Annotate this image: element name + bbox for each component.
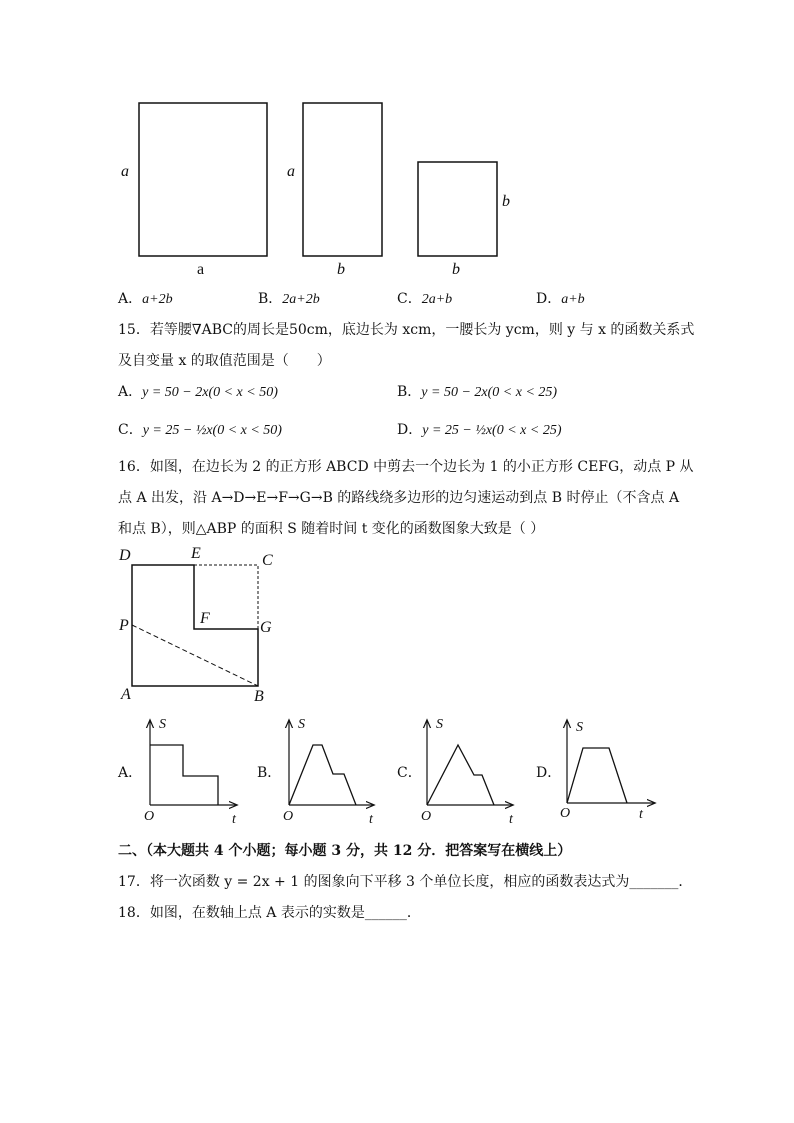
section2-heading: 二、（本大题共 4 个小题；每小题 3 分，共 12 分．把答案写在横线上） [118, 843, 572, 859]
graph-b [289, 721, 373, 805]
label-p: P [119, 617, 129, 634]
graph-c-curve [427, 745, 494, 805]
graph-c-key[interactable]: C． [397, 765, 422, 781]
q14-option-b[interactable]: B．2a+2b [258, 291, 320, 307]
graph-d-origin: O [560, 806, 571, 821]
label-e: E [191, 545, 201, 562]
q15-stem-line1: 15．若等腰∇ABC的周长是50cm，底边长为 xcm，一腰长为 ycm，则 y 与 x 的函数关系式 [118, 322, 695, 338]
graph-d-s-label: S [576, 720, 583, 735]
label-c: C [262, 552, 273, 569]
graph-d-key[interactable]: D． [536, 765, 562, 781]
q16-stem-line1: 16．如图，在边长为 2 的正方形 ABCD 中剪去一个边长为 1 的小正方形 CEFG，动点 P 从 [118, 459, 694, 475]
graph-a-curve [150, 745, 218, 805]
q15-option-b[interactable]: B．y = 50 − 2x(0 < x < 25) [397, 384, 558, 400]
graph-b-origin: O [283, 809, 294, 824]
rect3-bottom-label: b [452, 261, 460, 278]
graph-c [427, 721, 512, 805]
graph-a-s-label: S [159, 717, 166, 732]
graph-d-curve [567, 748, 627, 803]
label-d: D [119, 547, 131, 564]
q17-text: 17．将一次函数 y = 2x + 1 的图象向下平移 3 个单位长度，相应的函数表达式为_______． [118, 874, 693, 890]
rect1-side-label: a [121, 163, 129, 180]
q14-option-a[interactable]: A．a+2b [118, 291, 173, 307]
graph-a [150, 721, 236, 805]
q16-stem-line3: 和点 B），则△ABP 的面积 S 随着时间 t 变化的函数图象大致是（ ） [118, 521, 545, 537]
label-f: F [200, 610, 210, 627]
rect2-side-label: a [287, 163, 295, 180]
rect1-bottom-label: a [197, 261, 205, 278]
q14-option-d[interactable]: D．a+b [536, 291, 585, 307]
graph-b-curve [289, 745, 356, 805]
label-g: G [260, 619, 272, 636]
graph-c-t-label: t [509, 812, 513, 827]
graph-b-s-label: S [298, 717, 305, 732]
rect3-side-label: b [502, 193, 510, 210]
graph-d-t-label: t [639, 807, 643, 822]
graph-a-origin: O [144, 809, 155, 824]
graph-c-s-label: S [436, 717, 443, 732]
label-b: B [254, 688, 264, 705]
graph-a-t-label: t [232, 812, 236, 827]
rect2-bottom-label: b [337, 261, 345, 278]
q15-option-d[interactable]: D．y = 25 − ½x(0 < x < 25) [397, 422, 562, 438]
q18-text: 18．如图，在数轴上点 A 表示的实数是______． [118, 905, 421, 921]
graph-b-t-label: t [369, 812, 373, 827]
q14-option-c[interactable]: C．2a+b [397, 291, 453, 307]
graph-c-origin: O [421, 809, 432, 824]
graph-a-key[interactable]: A． [118, 765, 143, 781]
q15-option-c[interactable]: C．y = 25 − ½x(0 < x < 50) [118, 422, 282, 438]
label-a: A [121, 686, 131, 703]
q15-stem-line2: 及自变量 x 的取值范围是（ ） [118, 353, 331, 369]
q15-option-a[interactable]: A．y = 50 − 2x(0 < x < 50) [118, 384, 278, 400]
graph-b-key[interactable]: B． [257, 765, 282, 781]
q16-stem-line2: 点 A 出发，沿 A→D→E→F→G→B 的路线绕多边形的边匀速运动到点 B 时停止（不含点 A [118, 490, 680, 506]
